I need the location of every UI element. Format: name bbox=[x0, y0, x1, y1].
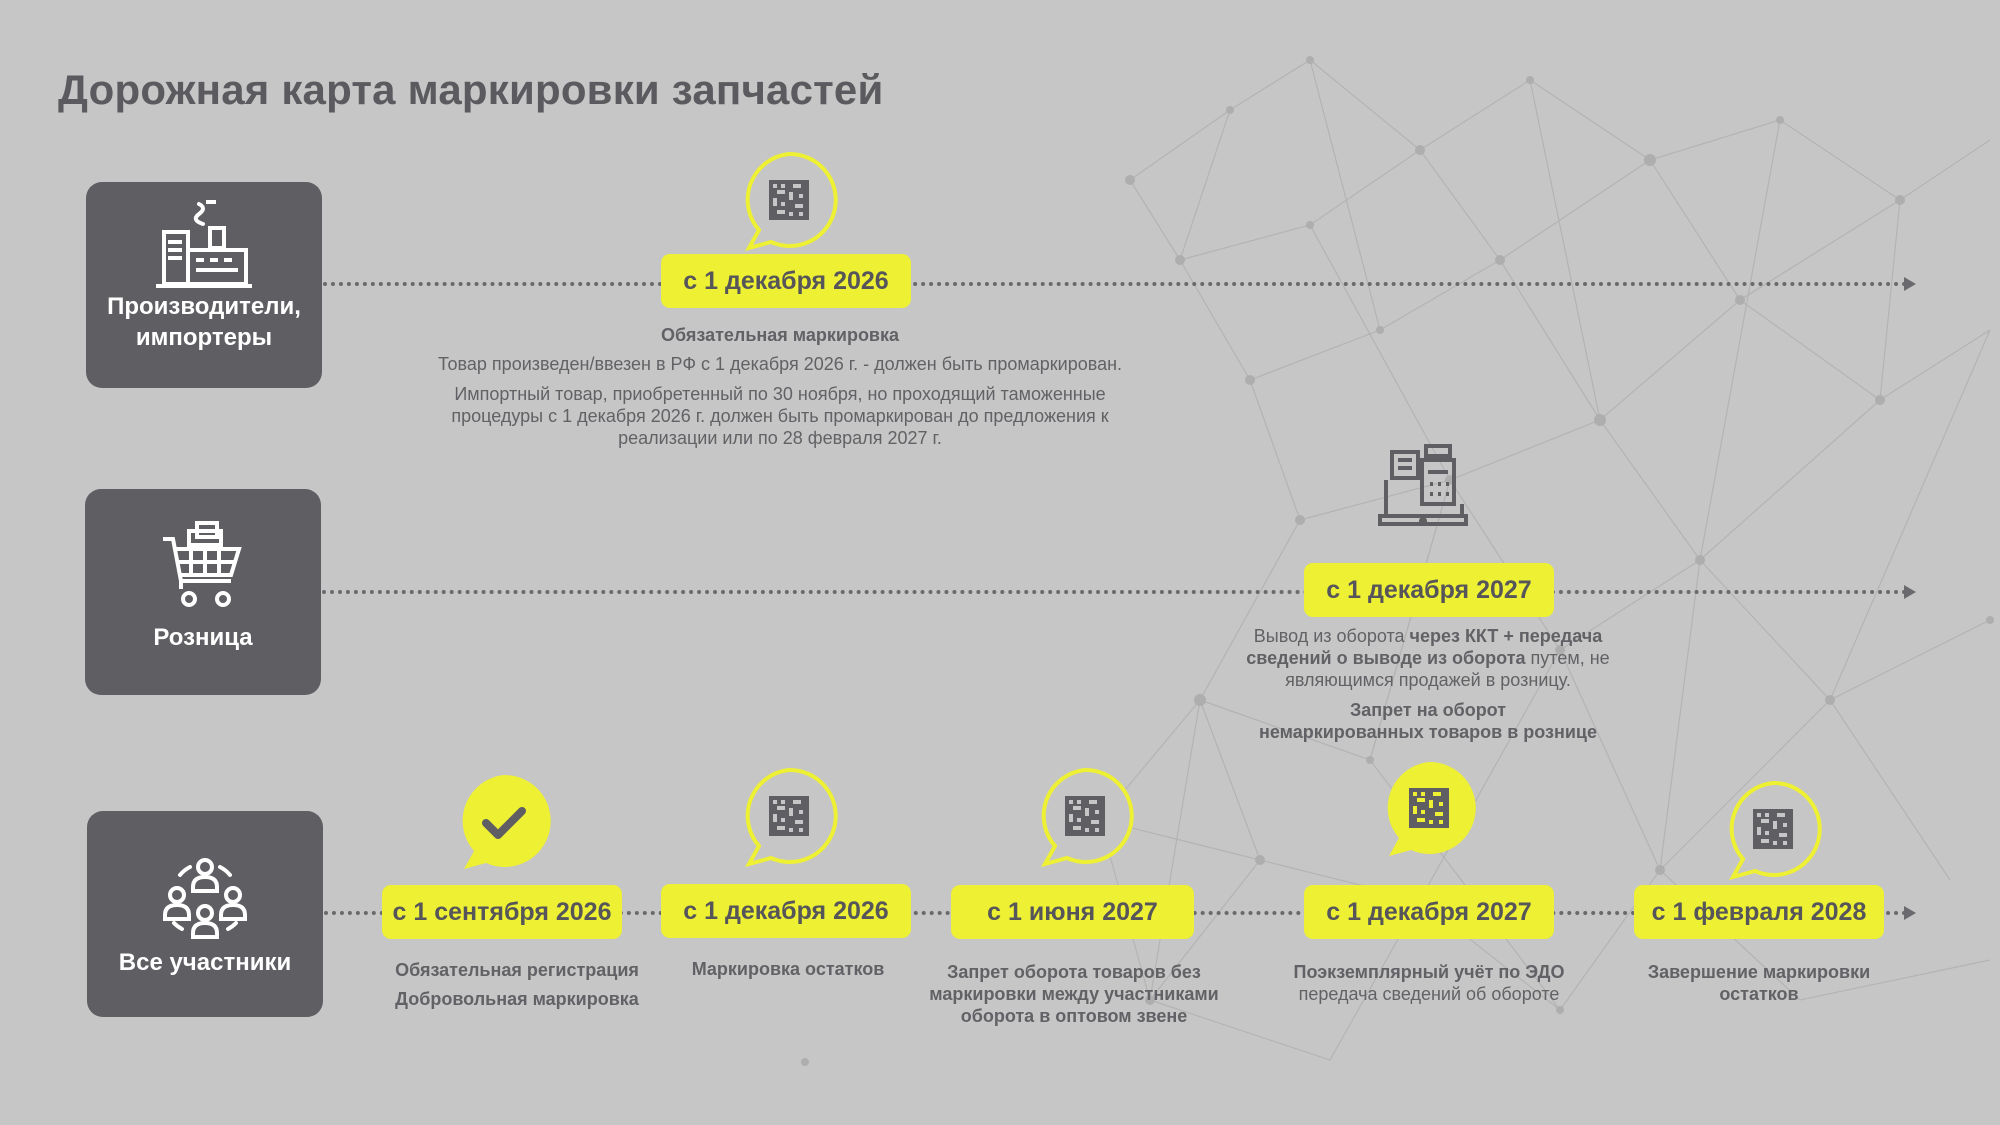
all-participants-role-box bbox=[87, 811, 323, 1017]
datamatrix-icon bbox=[1033, 766, 1137, 870]
all-participants-label: Все участники bbox=[118, 949, 292, 976]
all-desc-1-line1: Обязательная регистрация bbox=[395, 960, 639, 980]
retail-text-b: через ККТ + передача сведений о выводе из оборота bbox=[1246, 626, 1603, 668]
retail-timeline-track bbox=[322, 590, 1908, 594]
all-description-2 bbox=[648, 958, 928, 980]
producers-date-pill: с 1 декабря 2026 bbox=[661, 254, 911, 308]
datamatrix-icon bbox=[737, 150, 841, 254]
producers-text-1: Товар произведен/ввезен в РФ с 1 декабря 2026 г. - должен быть промаркирован. bbox=[437, 354, 1123, 374]
all-date-pill-1: с 1 сентября 2026 bbox=[382, 885, 622, 939]
all-description-5 bbox=[1619, 961, 1899, 1005]
all-date-pill-4: с 1 декабря 2027 bbox=[1304, 885, 1554, 939]
datamatrix-icon bbox=[1377, 758, 1481, 862]
all-description-3 bbox=[904, 961, 1244, 1027]
all-description-1 bbox=[357, 959, 677, 1010]
retail-label: Розница bbox=[153, 624, 253, 651]
producers-text-2: Импортный товар, приобретенный по 30 ноября, но проходящий таможенные процедуры с 1 декабря 2026 г. должен быть промаркирован до предложения к реализации или по 28 февраля 2027 г. bbox=[451, 384, 1109, 448]
producers-role-box bbox=[86, 182, 322, 388]
all-date-pill-2: с 1 декабря 2026 bbox=[661, 884, 911, 938]
retail-timeline-arrow bbox=[1904, 585, 1916, 599]
producers-label-line2: импортеры bbox=[135, 324, 273, 351]
page-title: Дорожная карта маркировки запчастей bbox=[58, 66, 884, 113]
producers-heading: Обязательная маркировка bbox=[660, 325, 900, 345]
retail-date-pill: с 1 декабря 2027 bbox=[1304, 563, 1554, 617]
producers-timeline-arrow bbox=[1904, 277, 1916, 291]
all-desc-3-line1: Запрет оборота товаров без bbox=[947, 962, 1201, 982]
factory-icon bbox=[86, 198, 322, 292]
check-icon bbox=[452, 771, 556, 875]
all-timeline-arrow bbox=[1904, 906, 1916, 920]
producers-description bbox=[405, 324, 1155, 449]
producers-label-line1: Производители, bbox=[107, 293, 301, 320]
all-date-pill-3: с 1 июня 2027 bbox=[951, 885, 1194, 939]
shopping-cart-icon bbox=[85, 519, 321, 611]
retail-text-c: путем, не являющимся продажей в розницу. bbox=[1285, 648, 1610, 690]
all-desc-3-line3: оборота в оптовом звене bbox=[960, 1006, 1188, 1026]
retail-role-box bbox=[85, 489, 321, 695]
retail-ban-line2: немаркированных товаров в рознице bbox=[1258, 722, 1597, 742]
all-desc-5-line1: Завершение маркировки bbox=[1647, 962, 1871, 982]
retail-text-a: Вывод из оборота bbox=[1253, 626, 1410, 646]
cash-register-icon bbox=[1376, 442, 1470, 528]
datamatrix-icon bbox=[737, 766, 841, 870]
datamatrix-icon bbox=[1721, 779, 1825, 883]
all-desc-3-line2: маркировки между участниками bbox=[929, 984, 1219, 1004]
participants-icon bbox=[87, 855, 323, 939]
retail-description bbox=[1218, 625, 1638, 743]
retail-ban-line1: Запрет на оборот bbox=[1349, 700, 1507, 720]
all-desc-2-line1: Маркировка остатков bbox=[691, 959, 885, 979]
all-date-pill-5: с 1 февраля 2028 bbox=[1634, 885, 1884, 939]
all-description-4 bbox=[1269, 961, 1589, 1005]
producers-timeline-track bbox=[323, 282, 1908, 286]
all-desc-1-line2: Добровольная маркировка bbox=[395, 989, 639, 1009]
all-desc-4-line2: передача сведений об обороте bbox=[1298, 984, 1560, 1004]
all-desc-5-line2: остатков bbox=[1719, 984, 1799, 1004]
all-desc-4-line1: Поэкземплярный учёт по ЭДО bbox=[1293, 962, 1565, 982]
